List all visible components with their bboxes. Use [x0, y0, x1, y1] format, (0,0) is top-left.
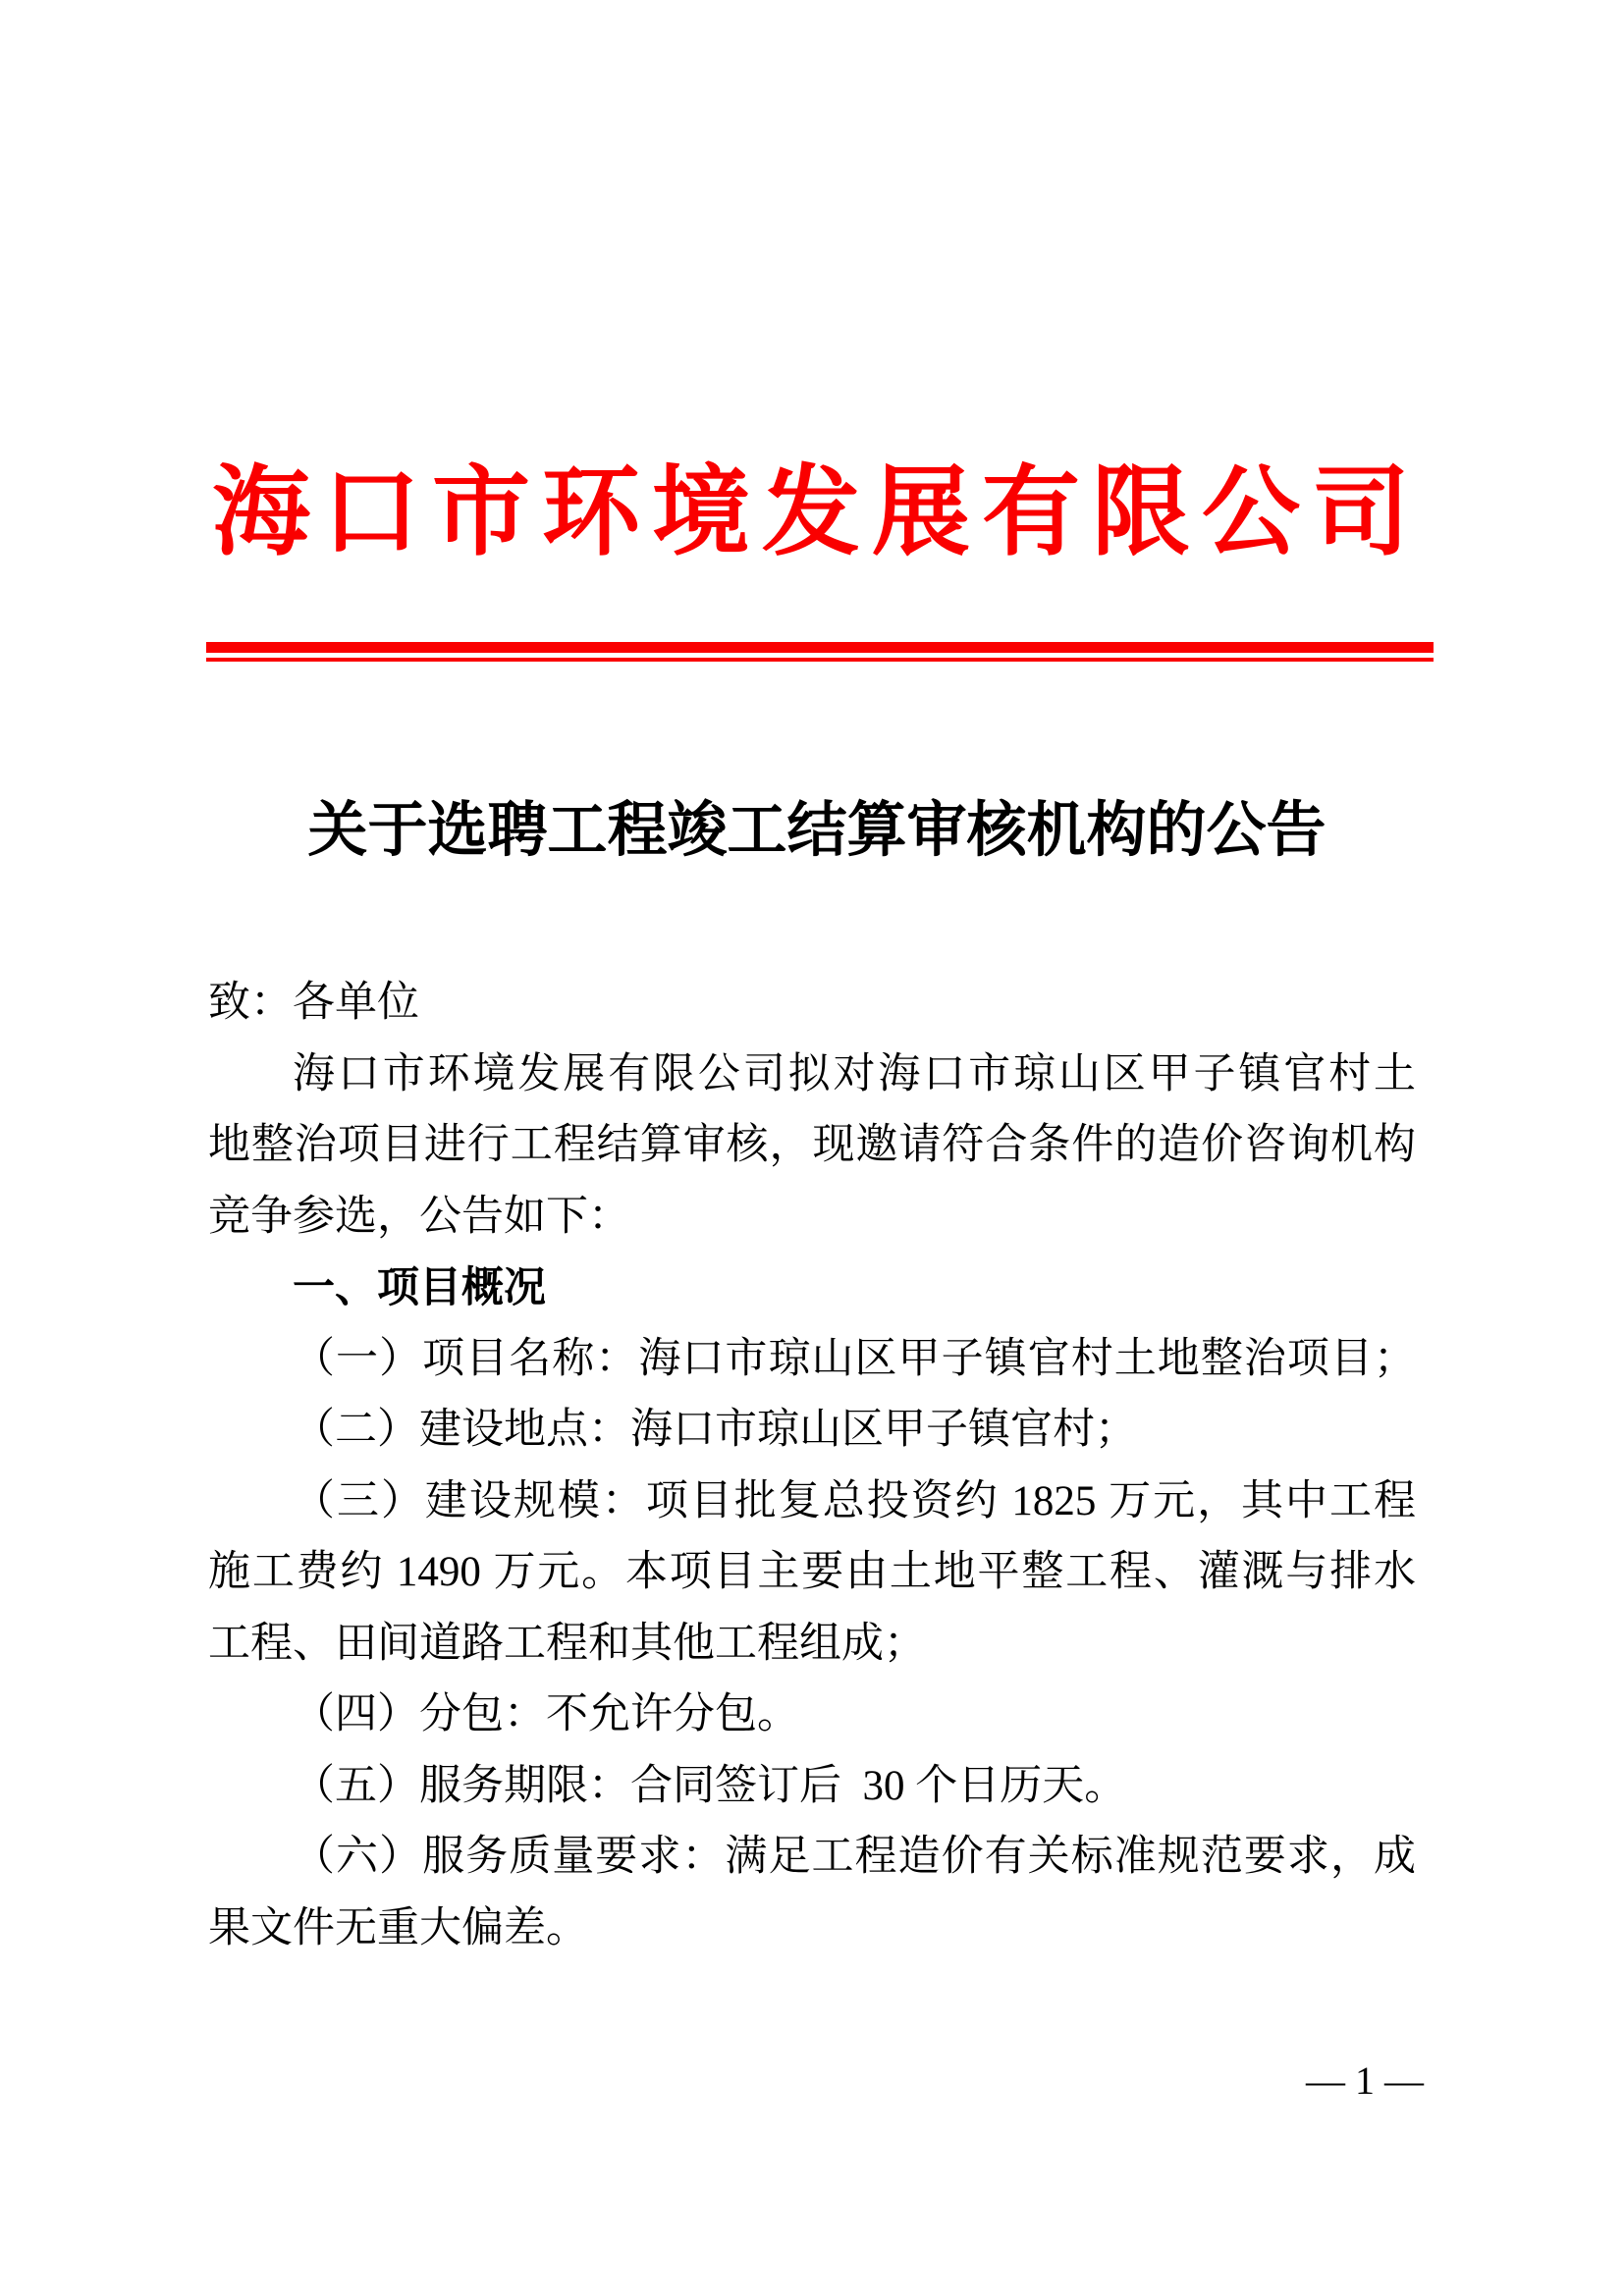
body-line: 海口市环境发展有限公司拟对海口市琼山区甲子镇官村土 [293, 1050, 1416, 1097]
body-line: （六）服务质量要求：满足工程造价有关标准规范要求，成 [293, 1834, 1416, 1880]
body-line: 果文件无重大偏差。 [208, 1904, 588, 1951]
body-line: （二）建设地点：海口市琼山区甲子镇官村； [293, 1407, 1137, 1453]
document-title: 关于选聘工程竣工结算审核机构的公告 [307, 796, 1326, 863]
letterhead-rule-thick [206, 642, 1434, 653]
page-number: — 1 — [1306, 2058, 1424, 2103]
body-line: （五）服务期限：合同签订后 30 个日历天。 [293, 1762, 1127, 1809]
body-line: 竞争参选，公告如下： [208, 1193, 630, 1240]
company-letterhead: 海口市环境发展有限公司 [212, 458, 1422, 567]
body-line: 一、项目概况 [293, 1264, 546, 1311]
body-line: （三）建设规模：项目批复总投资约 1825 万元，其中工程 [293, 1477, 1416, 1524]
body-line: （四）分包：不允许分包。 [293, 1691, 799, 1737]
body-line: （一）项目名称：海口市琼山区甲子镇官村土地整治项目； [293, 1335, 1416, 1382]
body-line: 致：各单位 [208, 980, 419, 1026]
body-line: 施工费约 1490 万元。本项目主要由土地平整工程、灌溉与排水 [208, 1549, 1416, 1595]
body-line: 工程、田间道路工程和其他工程组成； [208, 1620, 926, 1667]
body-line: 地整治项目进行工程结算审核，现邀请符合条件的造价咨询机构 [208, 1122, 1416, 1168]
document-body [208, 968, 1416, 1964]
letterhead-rule-thin [206, 658, 1434, 662]
